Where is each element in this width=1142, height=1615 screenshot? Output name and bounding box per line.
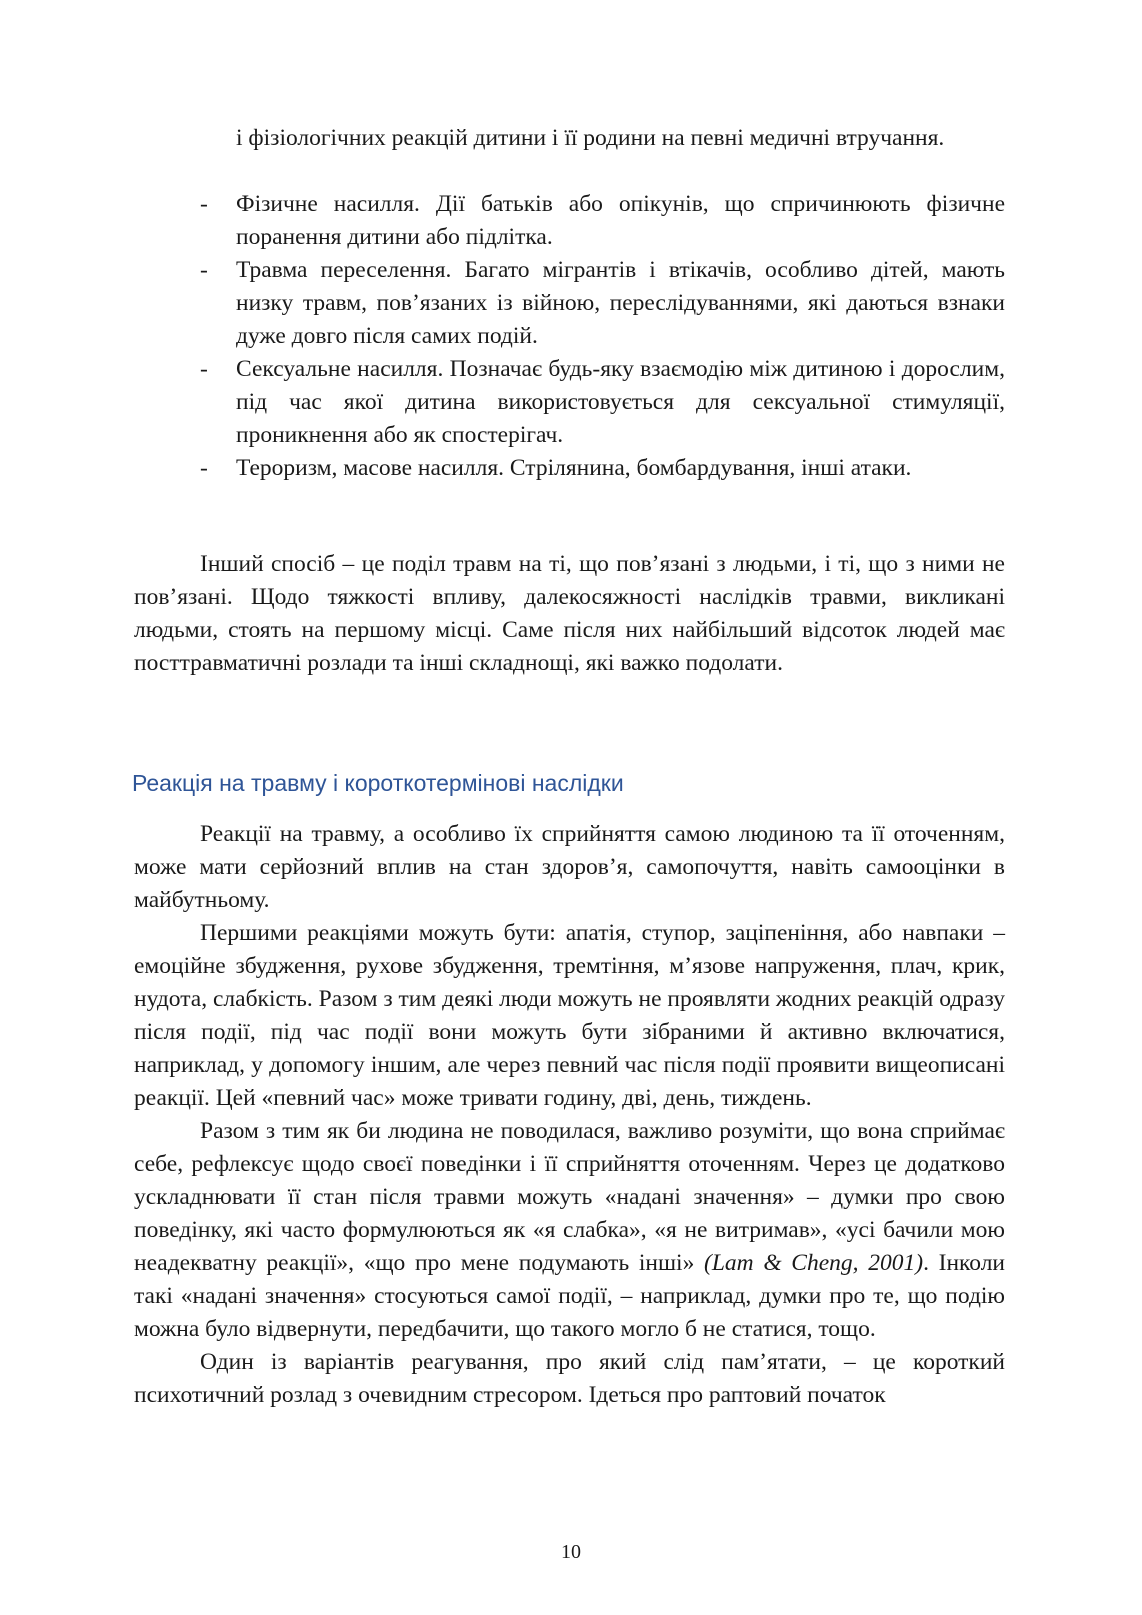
paragraph: Інший спосіб – це поділ травм на ті, що пов’язані з людьми, і ті, що з ними не пов’язані. Щодо тяжкості впливу, далекосяжності наслідків травми, викликані людьми, стоять на першому місці. Саме після них найбільший відсоток людей має посттравматичні розлади та інші складнощі, які важко подолати. [134, 551, 1005, 676]
list-item-text: Сексуальне насилля. Позначає будь-яку взаємодію між дитиною і дорослим, під час якої дитина використовується для сексуальної стимуляції, проникнення або як спостерігач. [236, 356, 1005, 448]
list-marker: - [200, 356, 208, 382]
paragraph: Реакції на травму, а особливо їх сприйняття самою людиною та її оточенням, може мати серйозний вплив на стан здоров’я, самопочуття, навіть самооцінки в майбутньому. [134, 821, 1005, 913]
trauma-types-list [200, 188, 1005, 485]
list-item-text: Травма переселення. Багато мігрантів і втікачів, особливо дітей, мають низку травм, пов’язаних із війною, переслідуваннями, які даються взнаки дуже довго після самих подій. [236, 257, 1005, 349]
list-item [200, 452, 1005, 485]
paragraph-text: Разом з тим як би людина не поводилася, важливо розуміти, що вона сприймає себе, рефлексує щодо своєї поведінки і її сприйняття оточенням. Через це додатково ускладнювати її стан після травми можуть «надані значення» – думки про свою поведінку, які часто формулюються як «я слабка», «я не витримав», «усі бачили мою неадекватну реакції», «що про мене подумають інші» [134, 1118, 1005, 1276]
list-item [200, 254, 1005, 353]
paragraph: Першими реакціями можуть бути: апатія, ступор, заціпеніння, або навпаки – емоційне збудження, рухове збудження, тремтіння, м’язове напруження, плач, крик, нудота, слабкість. Разом з тим деякі люди можуть не проявляти жодних реакцій одразу після події, під час події вони можуть бути зібраними й активно включатися, наприклад, у допомогу іншим, але через певний час після події проявити вищеописані реакції. Цей «певний час» може тривати годину, дві, день, тиждень. [134, 920, 1005, 1111]
paragraph [134, 1115, 1005, 1346]
page-number: 10 [561, 1541, 581, 1563]
list-item [200, 353, 1005, 452]
section-body [134, 818, 1005, 1412]
paragraph-text: . Інколи такі «надані значення» стосуються самої події, – наприклад, думки про те, що подію можна було відвернути, передбачити, що такого могло б не статися, тощо. [134, 1250, 1005, 1342]
classification-paragraph [134, 548, 1005, 680]
section-heading: Реакція на травму і короткотермінові наслідки [132, 770, 624, 796]
paragraph: Один із варіантів реагування, про який слід пам’ятати, – це короткий психотичний розлад з очевидним стресором. Ідеться про раптовий початок [134, 1349, 1005, 1408]
list-marker: - [200, 191, 208, 217]
list-item [200, 188, 1005, 254]
continued-list-text: і фізіологічних реакцій дитини і її родини на певні медичні втручання. [236, 125, 945, 151]
list-marker: - [200, 257, 208, 283]
list-marker: - [200, 455, 208, 481]
list-item-text: Фізичне насилля. Дії батьків або опікунів, що спричинюють фізичне поранення дитини або підлітка. [236, 191, 1005, 250]
list-item-text: Тероризм, масове насилля. Стрілянина, бомбардування, інші атаки. [236, 455, 912, 481]
citation: (Lam & Cheng, 2001) [704, 1250, 924, 1276]
